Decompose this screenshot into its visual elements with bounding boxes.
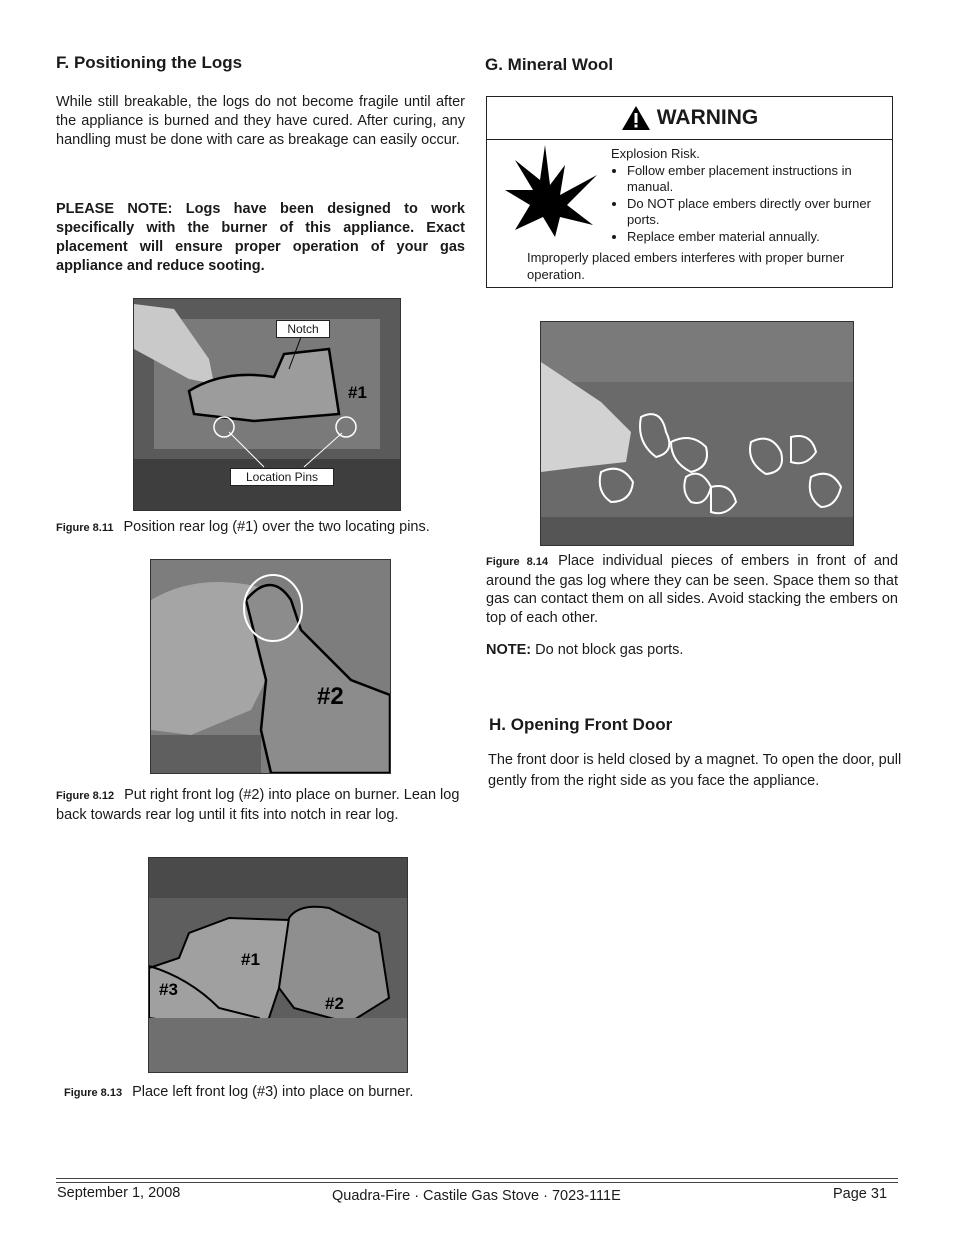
warning-item: • Follow ember placement instructions in manual. [627, 163, 883, 196]
figure-8-13-caption [64, 1083, 484, 1103]
figure-8-12-text: Put right front log (#2) into place on burner. Lean log back towards rear log until it fits into notch in rear log. [56, 787, 460, 823]
warning-header [487, 97, 892, 140]
footer-date: September 1, 2008 [57, 1185, 181, 1201]
section-f-paragraph: While still breakable, the logs do not become fragile until after the appliance is burned and they have cured. After curing, any handling must be done with care as breakage can easily occur. [56, 94, 465, 148]
figure-8-11-photo [133, 298, 401, 511]
footer-title: Quadra-Fire · Castile Gas Stove · 7023-111E [332, 1188, 621, 1204]
footer-rule-bottom [56, 1182, 898, 1183]
location-pins-label: Location Pins [230, 468, 334, 486]
warning-box [486, 96, 893, 288]
note-label: NOTE: [486, 642, 532, 658]
notch-label: Notch [276, 320, 330, 338]
log-2-label-813: #2 [325, 994, 344, 1013]
warning-footer: Improperly placed embers interferes with proper burner operation. [527, 250, 845, 282]
warning-triangle-icon [621, 105, 651, 131]
log-3-label-813: #3 [159, 980, 178, 999]
warning-body [611, 146, 883, 245]
figure-8-14-photo [540, 321, 854, 546]
figure-8-13-text: Place left front log (#3) into place on burner. [132, 1084, 414, 1100]
log-1-label: #1 [348, 383, 367, 402]
note-text: Do not block gas ports. [531, 642, 684, 658]
section-h-heading: H. Opening Front Door [489, 715, 673, 734]
figure-8-13-photo [148, 857, 408, 1073]
figure-8-11-text: Position rear log (#1) over the two locating pins. [123, 519, 430, 535]
figure-8-11-label: Figure 8.11 [56, 522, 114, 534]
log-2-label: #2 [317, 683, 344, 710]
figure-8-12-photo [150, 559, 391, 774]
page-number: Page 31 [833, 1186, 888, 1202]
section-h-text: The front door is held closed by a magnet. To open the door, pull gently from the right side as you face the appliance. [488, 752, 902, 789]
figure-8-12-label: Figure 8.12 [56, 790, 115, 802]
warning-list [611, 163, 883, 246]
section-f-heading: F. Positioning the Logs [56, 53, 243, 72]
figure-8-14-caption [486, 552, 898, 627]
please-note: PLEASE NOTE: Logs have been designed to work specifically with the burner of this appliance. Exact placement will ensure proper operation of your gas appliance and reduce sooting. [56, 201, 465, 274]
warning-item: • Do NOT place embers directly over burner ports. [627, 196, 883, 229]
warning-risk: Explosion Risk. [611, 146, 700, 161]
warning-title: WARNING [656, 106, 759, 129]
warning-item: • Replace ember material annually. [627, 229, 883, 246]
explosion-icon [505, 145, 597, 237]
section-g-heading: G. Mineral Wool [485, 55, 614, 74]
figure-8-11-caption [56, 518, 476, 538]
footer-rule-top [56, 1178, 898, 1179]
fig-8-14-note [486, 641, 898, 660]
figure-8-12-caption [56, 786, 471, 824]
figure-8-14-label: Figure 8.14 [486, 556, 549, 568]
figure-8-14-text: Place individual pieces of embers in front of and around the gas log where they can be seen. Space them so that gas can contact them on all sides. Avoid stacking the embers on top of each other. [486, 553, 899, 626]
figure-8-13-label: Figure 8.13 [64, 1087, 123, 1099]
log-1-label-813: #1 [241, 950, 260, 969]
